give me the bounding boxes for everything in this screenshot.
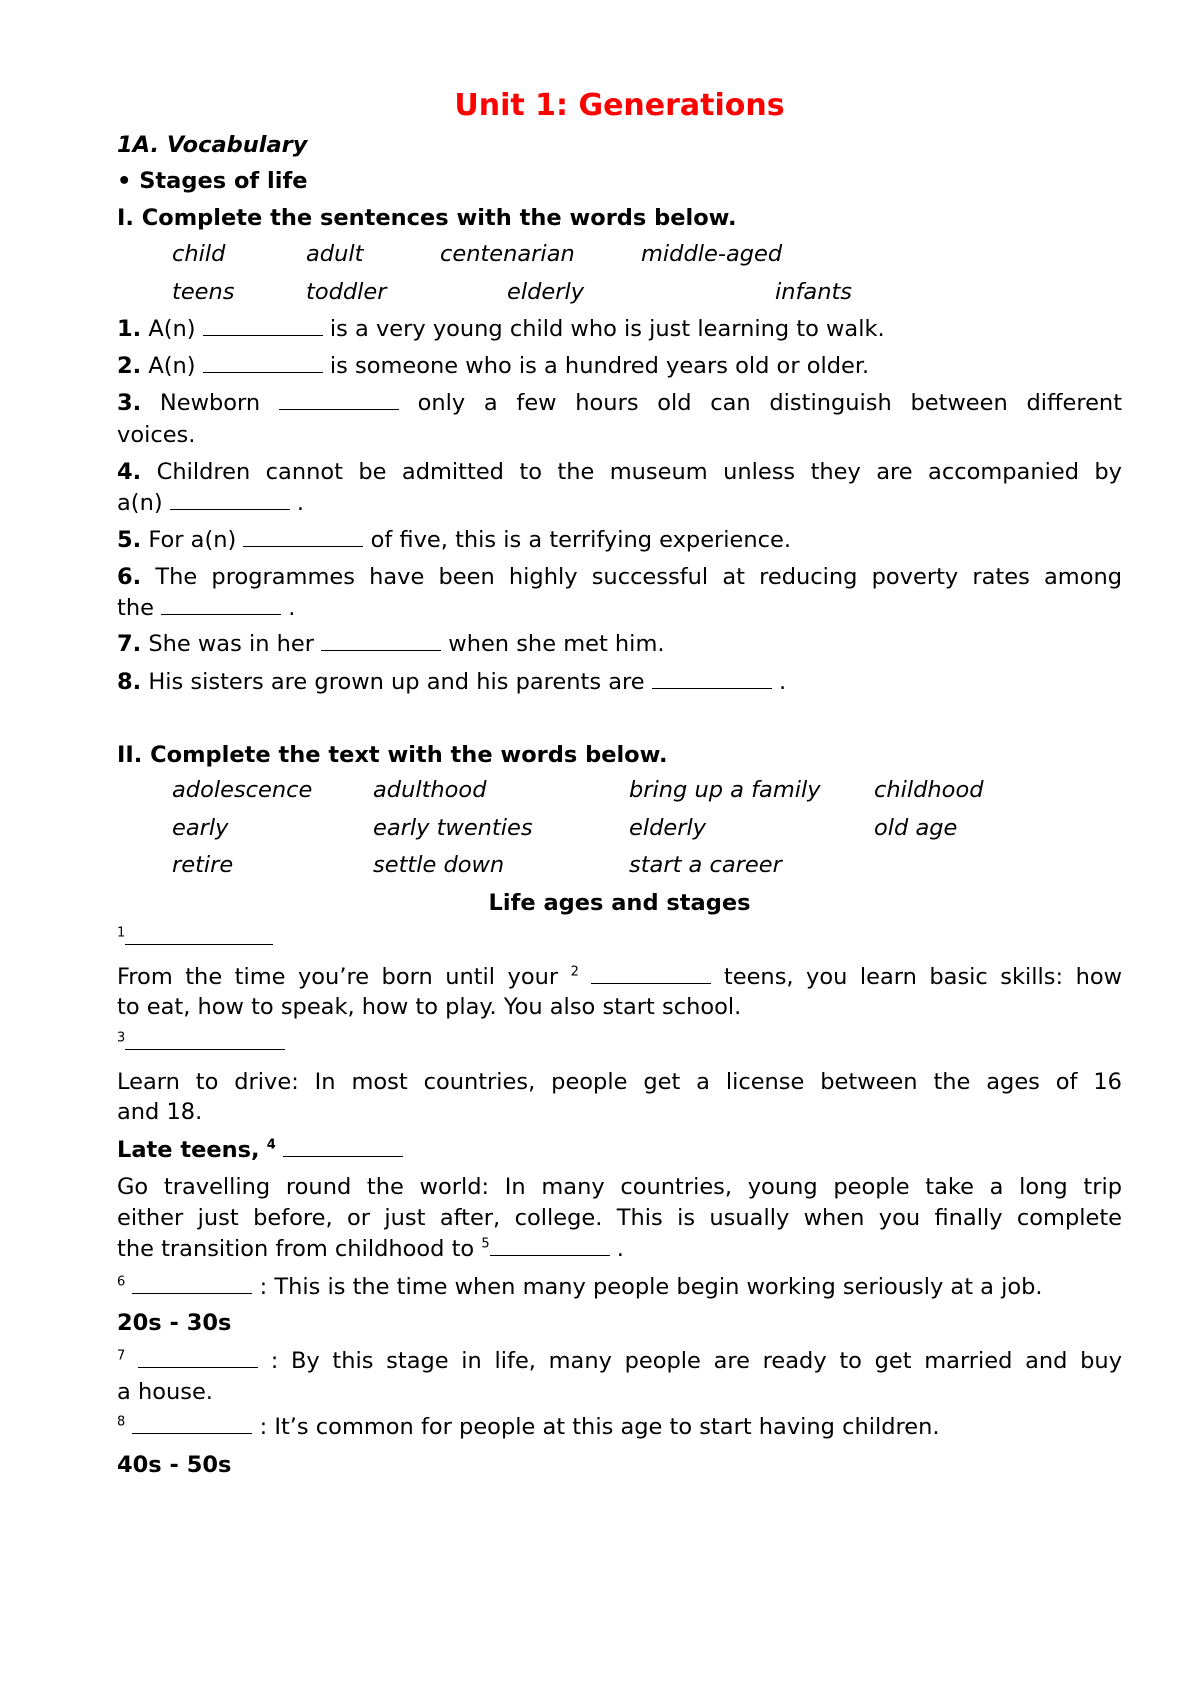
word-bank-item: adolescence bbox=[172, 777, 313, 803]
answer-blank[interactable] bbox=[279, 387, 399, 410]
paragraph-7: $^7$ : By this stage in life, many people are ready to get married and buy bbox=[117, 1344, 1122, 1378]
answer-blank[interactable] bbox=[132, 1411, 252, 1434]
word-bank-item: child bbox=[172, 241, 226, 267]
word-bank-item: adulthood bbox=[373, 777, 487, 803]
exercise-item-2: 2. A(n) is someone who is a hundred years old or older. bbox=[117, 349, 1122, 383]
exercise-item-3: 3. Newborn only a few hours old can distinguish between different bbox=[117, 386, 1122, 420]
word-bank-item: early bbox=[172, 815, 229, 841]
exercise-item-1: 1. A(n) is a very young child who is just learning to walk. bbox=[117, 312, 1122, 346]
paragraph-8: $^8$ : It’s common for people at this age to start having children. bbox=[117, 1410, 1122, 1444]
answer-blank[interactable] bbox=[138, 1345, 258, 1368]
answer-blank[interactable] bbox=[243, 524, 363, 547]
answer-blank[interactable] bbox=[170, 487, 290, 510]
text-title: Life ages and stages bbox=[488, 890, 751, 916]
paragraph-2-cont: and 18. bbox=[117, 1099, 203, 1125]
word-bank-item: old age bbox=[874, 815, 958, 841]
exercise-item-5: 5. For a(n) of five, this is a terrifying experience. bbox=[117, 523, 1122, 557]
paragraph-3-line2: either just before, or just after, college. This is usually when you finally complete bbox=[117, 1205, 1122, 1231]
word-bank-item: middle-aged bbox=[641, 241, 783, 267]
word-bank-item: early twenties bbox=[373, 815, 533, 841]
page-title: Unit 1: Generations bbox=[454, 88, 785, 123]
answer-blank[interactable] bbox=[161, 592, 281, 615]
answer-blank[interactable] bbox=[125, 1027, 285, 1050]
paragraph-7-cont: a house. bbox=[117, 1379, 213, 1405]
part1-instruction: I. Complete the sentences with the words below. bbox=[117, 205, 737, 231]
paragraph-3-line3: the transition from childhood to $^5$ . bbox=[117, 1232, 1122, 1266]
paragraph-1-cont: to eat, how to speak, how to play. You also start school. bbox=[117, 994, 742, 1020]
section-heading: 1A. Vocabulary bbox=[117, 132, 308, 158]
exercise-item-4-cont: a(n) . bbox=[117, 486, 1122, 520]
word-bank-item: adult bbox=[306, 241, 364, 267]
age-heading-40s: 40s - 50s bbox=[117, 1452, 232, 1478]
word-bank-item: elderly bbox=[507, 279, 585, 305]
answer-blank[interactable] bbox=[652, 666, 772, 689]
answer-blank[interactable] bbox=[321, 628, 441, 651]
answer-blank[interactable] bbox=[125, 922, 273, 945]
exercise-item-7: 7. She was in her when she met him. bbox=[117, 627, 1122, 661]
answer-blank[interactable] bbox=[132, 1271, 252, 1294]
answer-blank[interactable] bbox=[490, 1233, 610, 1256]
paragraph-6: $^6$ : This is the time when many people begin working seriously at a job. bbox=[117, 1270, 1122, 1304]
exercise-item-6: 6. The programmes have been highly successful at reducing poverty rates among bbox=[117, 564, 1123, 590]
word-bank-item: start a career bbox=[629, 852, 782, 878]
gap-1-heading: 1 bbox=[117, 921, 1122, 955]
answer-blank[interactable] bbox=[591, 961, 711, 984]
word-bank-item: childhood bbox=[874, 777, 984, 803]
answer-blank[interactable] bbox=[203, 313, 323, 336]
answer-blank[interactable] bbox=[283, 1134, 403, 1157]
word-bank-item: retire bbox=[172, 852, 234, 878]
word-bank-item: bring up a family bbox=[629, 777, 821, 803]
age-heading-20s: 20s - 30s bbox=[117, 1310, 232, 1336]
paragraph-3: Go travelling round the world: In many countries, young people take a long trip bbox=[117, 1174, 1122, 1200]
gap-3-heading: 3 bbox=[117, 1026, 1122, 1060]
exercise-item-4: 4. Children cannot be admitted to the museum unless they are accompanied by bbox=[117, 459, 1123, 485]
late-teens-heading: Late teens, $^4$ bbox=[117, 1133, 1122, 1167]
word-bank-item: teens bbox=[172, 279, 235, 305]
exercise-item-3-cont: voices. bbox=[117, 422, 196, 448]
exercise-item-6-cont: the . bbox=[117, 591, 1122, 625]
word-bank-item: settle down bbox=[373, 852, 505, 878]
subsection-heading: • Stages of life bbox=[117, 168, 308, 194]
paragraph-1: From the time you’re born until your $^2$ teens, you learn basic skills: how bbox=[117, 960, 1122, 994]
paragraph-2: Learn to drive: In most countries, people get a license between the ages of 16 bbox=[117, 1069, 1122, 1095]
word-bank-item: elderly bbox=[629, 815, 707, 841]
exercise-item-8: 8. His sisters are grown up and his parents are . bbox=[117, 665, 1122, 699]
part2-instruction: II. Complete the text with the words below. bbox=[117, 742, 668, 768]
word-bank-item: toddler bbox=[306, 279, 387, 305]
answer-blank[interactable] bbox=[203, 350, 323, 373]
word-bank-item: infants bbox=[775, 279, 853, 305]
word-bank-item: centenarian bbox=[440, 241, 575, 267]
